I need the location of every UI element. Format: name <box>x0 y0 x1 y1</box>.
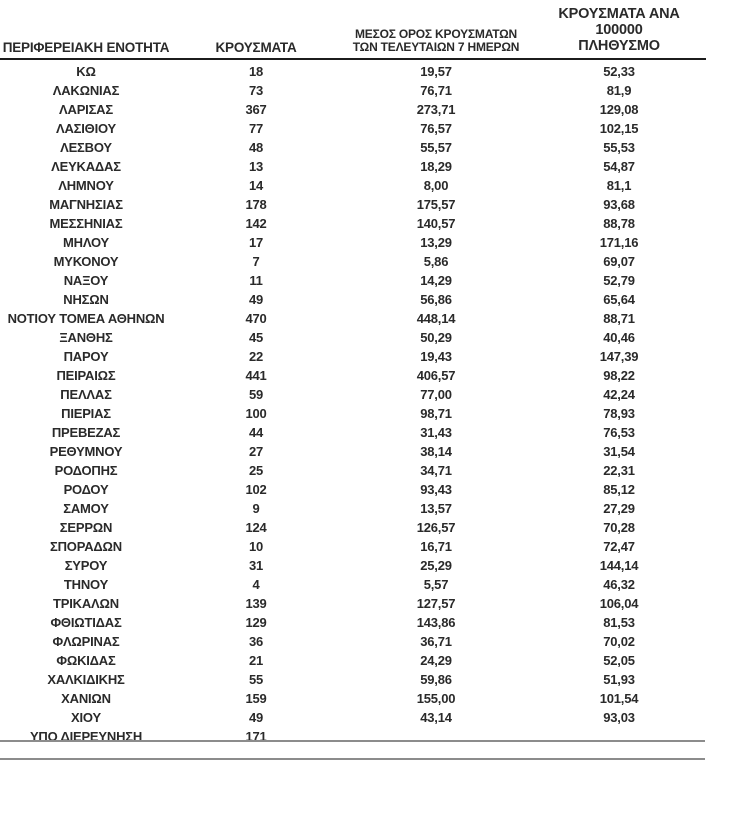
cell-region: ΣΑΜΟΥ <box>63 500 109 516</box>
cell-avg7: 24,29 <box>420 652 452 668</box>
cell-region: ΡΟΔΟΥ <box>63 481 109 497</box>
table-row <box>0 670 706 689</box>
column-header-cases <box>172 0 340 59</box>
cell-per100k: 52,05 <box>603 652 635 668</box>
cell-per100k: 81,9 <box>606 82 632 98</box>
cell-cases: 25 <box>248 462 264 478</box>
cell-avg7: 140,57 <box>416 215 456 231</box>
cell-region: ΠΕΛΛΑΣ <box>60 386 112 402</box>
cell-per100k: 81,1 <box>606 177 632 193</box>
cell-avg7: 93,43 <box>420 481 452 497</box>
table-row <box>0 480 706 499</box>
cell-region: ΧΙΟΥ <box>71 709 101 725</box>
table-row <box>0 461 706 480</box>
cell-avg7: 13,29 <box>420 234 452 250</box>
cell-region: ΞΑΝΘΗΣ <box>59 329 113 345</box>
cell-per100k: 54,87 <box>603 158 635 174</box>
cell-cases: 21 <box>248 652 264 668</box>
table-row <box>0 157 706 176</box>
cell-cases: 18 <box>248 63 264 79</box>
cell-cases: 45 <box>248 329 264 345</box>
cell-cases: 159 <box>245 690 267 706</box>
table-row <box>0 518 706 537</box>
cell-per100k: 147,39 <box>599 348 639 364</box>
table-row <box>0 708 706 727</box>
cell-avg7: 59,86 <box>420 671 452 687</box>
cell-per100k: 129,08 <box>599 101 639 117</box>
cell-per100k: 102,15 <box>599 120 639 136</box>
table-row <box>0 347 706 366</box>
cell-avg7: 13,57 <box>420 500 452 516</box>
cell-region: ΡΕΘΥΜΝΟΥ <box>49 443 123 459</box>
cell-per100k: 93,68 <box>603 196 635 212</box>
cell-per100k: 52,33 <box>603 63 635 79</box>
cell-cases: 13 <box>248 158 264 174</box>
table-row <box>0 423 706 442</box>
table-row <box>0 556 706 575</box>
table-row <box>0 138 706 157</box>
cell-region: ΠΕΙΡΑΙΩΣ <box>56 367 116 383</box>
cell-region: ΧΑΛΚΙΔΙΚΗΣ <box>47 671 125 687</box>
cell-region: ΝΗΣΩΝ <box>63 291 109 307</box>
cell-avg7: 76,71 <box>420 82 452 98</box>
cell-per100k: 27,29 <box>603 500 635 516</box>
column-header-avg7-label-line2: ΤΩΝ ΤΕΛΕΥΤΑΙΩΝ 7 ΗΜΕΡΩΝ <box>352 40 520 55</box>
table-row <box>0 328 706 347</box>
cell-region: ΛΑΣΙΘΙΟΥ <box>55 120 117 136</box>
table-row <box>0 499 706 518</box>
column-header-avg7-label-line1: ΜΕΣΟΣ ΟΡΟΣ ΚΡΟΥΣΜΑΤΩΝ <box>354 26 518 41</box>
cell-region: ΣΕΡΡΩΝ <box>59 519 113 535</box>
cell-avg7: 16,71 <box>420 538 452 554</box>
cell-region: ΧΑΝΙΩΝ <box>61 690 111 706</box>
cell-region: ΥΠΟ ΔΙΕΡΕΥΝΗΣΗ <box>29 728 143 744</box>
cell-cases: 124 <box>245 519 267 535</box>
table-row <box>0 119 706 138</box>
cell-region: ΦΘΙΩΤΙΔΑΣ <box>50 614 122 630</box>
cell-per100k: 76,53 <box>603 424 635 440</box>
cell-region: ΝΟΤΙΟΥ ΤΟΜΕΑ ΑΘΗΝΩΝ <box>7 310 165 326</box>
column-header-per100k-label-line1: ΚΡΟΥΣΜΑΤΑ ΑΝΑ 100000 <box>558 6 680 39</box>
table-row <box>0 233 706 252</box>
cell-cases: 22 <box>248 348 264 364</box>
cell-cases: 139 <box>245 595 267 611</box>
cell-per100k: 55,53 <box>603 139 635 155</box>
cell-region: ΛΑΡΙΣΑΣ <box>59 101 113 117</box>
cell-per100k: 85,12 <box>603 481 635 497</box>
footer-rule-top <box>0 740 705 742</box>
cell-per100k: 31,54 <box>603 443 635 459</box>
cell-cases: 44 <box>248 424 264 440</box>
column-header-cases-label: ΚΡΟΥΣΜΑΤΑ <box>215 39 297 55</box>
cell-region: ΛΕΣΒΟΥ <box>60 139 112 155</box>
cell-per100k: 52,79 <box>603 272 635 288</box>
cell-avg7: 55,57 <box>420 139 452 155</box>
cell-avg7: 19,43 <box>420 348 452 364</box>
table-body <box>0 59 706 746</box>
cell-avg7: 19,57 <box>420 63 452 79</box>
table-row <box>0 81 706 100</box>
cell-cases: 4 <box>252 576 260 592</box>
cell-per100k: 40,46 <box>603 329 635 345</box>
cell-avg7: 448,14 <box>416 310 456 326</box>
cell-per100k: 81,53 <box>603 614 635 630</box>
cell-avg7: 25,29 <box>420 557 452 573</box>
cell-region: ΤΡΙΚΑΛΩΝ <box>53 595 119 611</box>
column-header-per100k <box>532 0 706 59</box>
cell-region: ΤΗΝΟΥ <box>63 576 109 592</box>
cell-region: ΠΑΡΟΥ <box>63 348 109 364</box>
cell-cases: 49 <box>248 709 264 725</box>
table-row <box>0 651 706 670</box>
table-row <box>0 59 706 81</box>
cell-per100k: 106,04 <box>599 595 639 611</box>
table-row <box>0 309 706 328</box>
cell-region: ΠΙΕΡΙΑΣ <box>61 405 111 421</box>
column-header-region-label: ΠΕΡΙΦΕΡΕΙΑΚΗ ΕΝΟΤΗΤΑ <box>2 39 170 55</box>
table-row <box>0 594 706 613</box>
cell-cases: 11 <box>249 272 263 288</box>
cell-per100k: 69,07 <box>603 253 635 269</box>
cell-avg7: 43,14 <box>420 709 452 725</box>
cell-per100k: 70,28 <box>603 519 635 535</box>
cell-per100k: 98,22 <box>603 367 635 383</box>
table-row <box>0 575 706 594</box>
cell-region: ΠΡΕΒΕΖΑΣ <box>51 424 121 440</box>
cell-avg7: 14,29 <box>420 272 452 288</box>
column-header-avg7 <box>340 0 532 59</box>
table-row <box>0 214 706 233</box>
cell-cases: 100 <box>245 405 267 421</box>
cell-per100k: 144,14 <box>599 557 639 573</box>
table-row <box>0 385 706 404</box>
table-row <box>0 290 706 309</box>
cell-cases: 7 <box>252 253 260 269</box>
cell-avg7: 5,57 <box>423 576 449 592</box>
cell-avg7: 406,57 <box>416 367 456 383</box>
cell-per100k: 101,54 <box>599 690 639 706</box>
cell-avg7: 18,29 <box>420 158 452 174</box>
cell-cases: 178 <box>245 196 267 212</box>
cell-region: ΦΩΚΙΔΑΣ <box>56 652 116 668</box>
cell-region: ΜΗΛΟΥ <box>63 234 109 250</box>
table-row <box>0 613 706 632</box>
cell-avg7: 50,29 <box>420 329 452 345</box>
cell-cases: 10 <box>248 538 264 554</box>
cell-cases: 129 <box>245 614 267 630</box>
cell-per100k: 65,64 <box>603 291 635 307</box>
table-row <box>0 366 706 385</box>
table-row <box>0 176 706 195</box>
cell-region: ΜΑΓΝΗΣΙΑΣ <box>49 196 123 212</box>
table-row <box>0 271 706 290</box>
table-row <box>0 632 706 651</box>
table-row <box>0 404 706 423</box>
cell-cases: 9 <box>252 500 260 516</box>
cell-avg7: 34,71 <box>420 462 452 478</box>
cell-avg7: 56,86 <box>420 291 452 307</box>
cell-cases: 470 <box>245 310 267 326</box>
cell-region: ΝΑΞΟΥ <box>63 272 109 288</box>
cell-per100k: 88,71 <box>603 310 635 326</box>
cell-avg7: 155,00 <box>416 690 456 706</box>
column-header-per100k-label-line2: ΠΛΗΘΥΣΜΟ <box>578 38 660 55</box>
table-header <box>0 0 706 59</box>
table-row <box>0 195 706 214</box>
cell-per100k: 51,93 <box>603 671 635 687</box>
cell-region: ΜΕΣΣΗΝΙΑΣ <box>49 215 123 231</box>
cell-region: ΚΩ <box>76 63 96 79</box>
cell-per100k: 88,78 <box>603 215 635 231</box>
cell-avg7: 8,00 <box>423 177 449 193</box>
cell-cases: 55 <box>248 671 264 687</box>
cell-cases: 142 <box>245 215 267 231</box>
table-row <box>0 252 706 271</box>
cell-avg7: 273,71 <box>416 101 456 117</box>
cell-avg7: 175,57 <box>416 196 456 212</box>
cell-region: ΡΟΔΟΠΗΣ <box>54 462 118 478</box>
cell-region: ΛΕΥΚΑΔΑΣ <box>51 158 121 174</box>
cell-cases: 48 <box>248 139 264 155</box>
cell-cases: 59 <box>248 386 264 402</box>
table-row <box>0 100 706 119</box>
cell-avg7: 143,86 <box>416 614 456 630</box>
table-row <box>0 689 706 708</box>
cell-cases: 102 <box>245 481 267 497</box>
cell-region: ΣΠΟΡΑΔΩΝ <box>50 538 122 554</box>
table-row <box>0 442 706 461</box>
cell-avg7: 38,14 <box>420 443 452 459</box>
cell-avg7: 76,57 <box>420 120 452 136</box>
cell-avg7: 98,71 <box>420 405 452 421</box>
cell-per100k: 70,02 <box>603 633 635 649</box>
cell-cases: 14 <box>248 177 264 193</box>
cell-avg7: 31,43 <box>420 424 452 440</box>
cell-region: ΦΛΩΡΙΝΑΣ <box>52 633 120 649</box>
cell-per100k: 93,03 <box>603 709 635 725</box>
cell-per100k: 171,16 <box>599 234 639 250</box>
cell-region: ΛΗΜΝΟΥ <box>58 177 114 193</box>
cell-per100k: 42,24 <box>603 386 635 402</box>
cell-region: ΛΑΚΩΝΙΑΣ <box>52 82 120 98</box>
cell-cases: 73 <box>248 82 264 98</box>
cell-avg7: 77,00 <box>420 386 452 402</box>
cell-region: ΜΥΚΟΝΟΥ <box>53 253 119 269</box>
cell-per100k: 72,47 <box>603 538 635 554</box>
cell-cases: 171 <box>245 728 267 744</box>
cell-cases: 441 <box>245 367 267 383</box>
table-row <box>0 537 706 556</box>
cell-cases: 36 <box>248 633 264 649</box>
column-header-region <box>0 0 172 59</box>
cell-cases: 17 <box>248 234 264 250</box>
footer-rules <box>0 740 705 760</box>
cell-avg7: 127,57 <box>416 595 456 611</box>
cell-region: ΣΥΡΟΥ <box>64 557 108 573</box>
cell-avg7: 126,57 <box>416 519 456 535</box>
cell-per100k: 78,93 <box>603 405 635 421</box>
cell-per100k: 46,32 <box>603 576 635 592</box>
cell-cases: 77 <box>248 120 264 136</box>
cell-avg7: 36,71 <box>420 633 452 649</box>
cell-cases: 367 <box>245 101 267 117</box>
cell-cases: 27 <box>248 443 264 459</box>
cell-cases: 31 <box>248 557 264 573</box>
cell-per100k: 22,31 <box>603 462 635 478</box>
footer-rule-bottom <box>0 758 705 760</box>
cell-cases: 49 <box>248 291 264 307</box>
table-header-row <box>0 0 706 59</box>
cell-avg7: 5,86 <box>423 253 449 269</box>
